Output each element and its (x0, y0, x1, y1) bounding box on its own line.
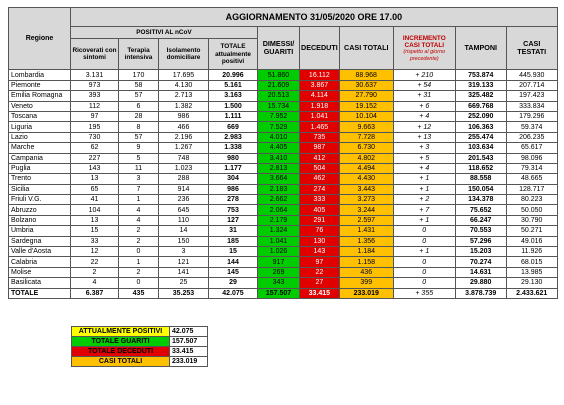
table-row (9, 101, 558, 111)
cell-tamponi: 29.880 (455, 278, 506, 288)
cell-deceduti: 987 (300, 143, 340, 153)
cell-dimessi: 2.662 (258, 195, 300, 205)
cell-dimessi: 51.860 (258, 70, 300, 80)
cell-ricoverati: 33 (71, 236, 119, 246)
cell-tamponi: 103.634 (455, 143, 506, 153)
cell-regione: Basilicata (9, 278, 71, 288)
table-row (9, 174, 558, 184)
cell-tamponi: 255.474 (455, 132, 506, 142)
cell-deceduti: 504 (300, 163, 340, 173)
cell-isolamento: 2.196 (159, 132, 209, 142)
summary-value: 42.075 (170, 327, 208, 337)
cell-isolamento: 110 (159, 215, 209, 225)
cell-dimessi: 2.183 (258, 184, 300, 194)
cell-regione: Emilia Romagna (9, 91, 71, 101)
cell-incremento: + 1 (393, 184, 455, 194)
cell-deceduti: 22 (300, 267, 340, 277)
cell-dimessi: 2.813 (258, 163, 300, 173)
cell-dimessi: 20.513 (258, 91, 300, 101)
cell-regione: Marche (9, 143, 71, 153)
cell-tamponi: 753.874 (455, 70, 506, 80)
cell-incremento: 0 (393, 278, 455, 288)
cell-casi-testati: 333.834 (506, 101, 557, 111)
cell-terapia: 57 (119, 132, 159, 142)
cell-ricoverati: 730 (71, 132, 119, 142)
table-body (9, 70, 558, 299)
cell-totale-positivi: 1.338 (209, 143, 258, 153)
cell-totale-positivi: 145 (209, 267, 258, 277)
cell-casi-testati: 207.714 (506, 80, 557, 90)
cell-ricoverati: 97 (71, 111, 119, 121)
cell-casi-testati: 29.130 (506, 278, 557, 288)
cell-regione: Friuli V.G. (9, 195, 71, 205)
cell-ricoverati: 13 (71, 174, 119, 184)
cell-regione: Umbria (9, 226, 71, 236)
header-ricoverati: Ricoverati con sintomi (71, 39, 119, 70)
cell-totale-positivi: 986 (209, 184, 258, 194)
summary-label: CASI TOTALI (72, 357, 170, 367)
cell-totale-positivi: 5.161 (209, 80, 258, 90)
cell-terapia: 1 (119, 195, 159, 205)
cell-ricoverati: 3.131 (71, 70, 119, 80)
summary-label: ATTUALMENTE POSITIVI (72, 327, 170, 337)
cell-deceduti: 405 (300, 205, 340, 215)
cell-casi-totali: 1.431 (339, 226, 393, 236)
cell-totale-positivi: 3.163 (209, 91, 258, 101)
cell-isolamento: 1.023 (159, 163, 209, 173)
cell-deceduti: 735 (300, 132, 340, 142)
cell-casi-testati: 98.096 (506, 153, 557, 163)
cell-isolamento: 288 (159, 174, 209, 184)
cell-ricoverati: 12 (71, 247, 119, 257)
cell-incremento: + 4 (393, 163, 455, 173)
cell-terapia: 0 (119, 278, 159, 288)
cell-tamponi: 3.878.739 (455, 288, 506, 298)
table-row (9, 236, 558, 246)
cell-casi-testati: 30.790 (506, 215, 557, 225)
cell-deceduti: 412 (300, 153, 340, 163)
summary-row (72, 327, 208, 337)
header-casi-testati: CASI TESTATI (506, 27, 557, 70)
cell-tamponi: 70.553 (455, 226, 506, 236)
table-row (9, 278, 558, 288)
cell-ricoverati: 4 (71, 278, 119, 288)
header-incremento (393, 27, 455, 70)
cell-isolamento: 141 (159, 267, 209, 277)
cell-deceduti: 143 (300, 247, 340, 257)
cell-dimessi: 15.734 (258, 101, 300, 111)
cell-terapia: 435 (119, 288, 159, 298)
table-row (9, 70, 558, 80)
cell-regione: Campania (9, 153, 71, 163)
cell-tamponi: 319.133 (455, 80, 506, 90)
total-row (9, 288, 558, 298)
cell-dimessi: 7.529 (258, 122, 300, 132)
cell-tamponi: 70.274 (455, 257, 506, 267)
cell-ricoverati: 973 (71, 80, 119, 90)
cell-casi-testati: 68.015 (506, 257, 557, 267)
cell-incremento: 0 (393, 236, 455, 246)
table-row (9, 257, 558, 267)
cell-casi-testati: 50.271 (506, 226, 557, 236)
cell-regione: Lazio (9, 132, 71, 142)
table-row (9, 153, 558, 163)
cell-casi-totali: 9.663 (339, 122, 393, 132)
cell-regione: Liguria (9, 122, 71, 132)
cell-totale-positivi: 1.111 (209, 111, 258, 121)
cell-dimessi: 1.026 (258, 247, 300, 257)
cell-deceduti: 1.041 (300, 111, 340, 121)
cell-dimessi: 157.507 (258, 288, 300, 298)
cell-regione: TOTALE (9, 288, 71, 298)
cell-terapia: 4 (119, 205, 159, 215)
cell-casi-totali: 4.430 (339, 174, 393, 184)
cell-terapia: 1 (119, 257, 159, 267)
cell-casi-testati: 128.717 (506, 184, 557, 194)
cell-regione: Bolzano (9, 215, 71, 225)
cell-terapia: 170 (119, 70, 159, 80)
cell-dimessi: 1.324 (258, 226, 300, 236)
table-row (9, 215, 558, 225)
cell-casi-testati: 65.617 (506, 143, 557, 153)
summary-value: 33.415 (170, 347, 208, 357)
summary-value: 233.019 (170, 357, 208, 367)
cell-regione: Trento (9, 174, 71, 184)
cell-incremento: + 4 (393, 111, 455, 121)
cell-tamponi: 252.090 (455, 111, 506, 121)
cell-ricoverati: 104 (71, 205, 119, 215)
cell-ricoverati: 41 (71, 195, 119, 205)
cell-isolamento: 1.267 (159, 143, 209, 153)
cell-incremento: + 210 (393, 70, 455, 80)
cell-deceduti: 1.465 (300, 122, 340, 132)
summary-row (72, 357, 208, 367)
cell-casi-totali: 10.104 (339, 111, 393, 121)
cell-incremento: + 31 (393, 91, 455, 101)
header-deceduti: DECEDUTI (300, 27, 340, 70)
header-regione: Regione (9, 8, 71, 70)
cell-casi-testati: 80.223 (506, 195, 557, 205)
cell-totale-positivi: 278 (209, 195, 258, 205)
cell-ricoverati: 65 (71, 184, 119, 194)
table-row (9, 122, 558, 132)
table-row (9, 91, 558, 101)
table-row (9, 195, 558, 205)
cell-terapia: 2 (119, 267, 159, 277)
header-casi-totali: CASI TOTALI (339, 27, 393, 70)
cell-regione: Valle d'Aosta (9, 247, 71, 257)
cell-isolamento: 3 (159, 247, 209, 257)
cell-casi-totali: 3.273 (339, 195, 393, 205)
cell-deceduti: 291 (300, 215, 340, 225)
cell-incremento: + 6 (393, 101, 455, 111)
cell-casi-totali: 2.597 (339, 215, 393, 225)
cell-regione: Abruzzo (9, 205, 71, 215)
cell-tamponi: 75.652 (455, 205, 506, 215)
cell-tamponi: 57.296 (455, 236, 506, 246)
cell-tamponi: 134.378 (455, 195, 506, 205)
table-row (9, 80, 558, 90)
cell-terapia: 11 (119, 163, 159, 173)
cell-incremento: 0 (393, 226, 455, 236)
cell-incremento: + 12 (393, 122, 455, 132)
covid-data-table (8, 7, 558, 299)
cell-ricoverati: 6.387 (71, 288, 119, 298)
cell-deceduti: 130 (300, 236, 340, 246)
cell-incremento: + 1 (393, 174, 455, 184)
cell-isolamento: 986 (159, 111, 209, 121)
cell-isolamento: 25 (159, 278, 209, 288)
cell-terapia: 7 (119, 184, 159, 194)
cell-terapia: 5 (119, 153, 159, 163)
cell-casi-totali: 30.637 (339, 80, 393, 90)
cell-dimessi: 3.410 (258, 153, 300, 163)
cell-totale-positivi: 20.996 (209, 70, 258, 80)
header-incremento-note: (rispetto al giorno precedente) (403, 49, 446, 62)
cell-totale-positivi: 2.983 (209, 132, 258, 142)
header-isolamento: Isolamento domiciliare (159, 39, 209, 70)
cell-isolamento: 236 (159, 195, 209, 205)
cell-casi-totali: 1.184 (339, 247, 393, 257)
cell-totale-positivi: 1.500 (209, 101, 258, 111)
cell-deceduti: 27 (300, 278, 340, 288)
cell-regione: Molise (9, 267, 71, 277)
summary-label: TOTALE DECEDUTI (72, 347, 170, 357)
cell-casi-totali: 1.356 (339, 236, 393, 246)
cell-ricoverati: 22 (71, 257, 119, 267)
cell-terapia: 8 (119, 122, 159, 132)
cell-terapia: 4 (119, 215, 159, 225)
cell-casi-totali: 19.152 (339, 101, 393, 111)
cell-ricoverati: 15 (71, 226, 119, 236)
header-positivi-group: POSITIVI AL nCoV (71, 27, 258, 39)
cell-incremento: + 1 (393, 247, 455, 257)
cell-terapia: 28 (119, 111, 159, 121)
cell-casi-testati: 13.985 (506, 267, 557, 277)
table-row (9, 111, 558, 121)
cell-ricoverati: 227 (71, 153, 119, 163)
cell-deceduti: 1.918 (300, 101, 340, 111)
cell-terapia: 9 (119, 143, 159, 153)
cell-totale-positivi: 753 (209, 205, 258, 215)
header-tamponi: TAMPONI (455, 27, 506, 70)
cell-casi-testati: 48.665 (506, 174, 557, 184)
cell-tamponi: 201.543 (455, 153, 506, 163)
cell-isolamento: 35.253 (159, 288, 209, 298)
cell-casi-totali: 436 (339, 267, 393, 277)
cell-dimessi: 2.179 (258, 215, 300, 225)
cell-tamponi: 669.768 (455, 101, 506, 111)
cell-dimessi: 7.952 (258, 111, 300, 121)
cell-terapia: 6 (119, 101, 159, 111)
table-row (9, 163, 558, 173)
cell-regione: Sardegna (9, 236, 71, 246)
summary-label: TOTALE GUARITI (72, 337, 170, 347)
cell-tamponi: 325.482 (455, 91, 506, 101)
cell-isolamento: 2.713 (159, 91, 209, 101)
cell-casi-totali: 88.968 (339, 70, 393, 80)
cell-totale-positivi: 1.177 (209, 163, 258, 173)
cell-regione: Veneto (9, 101, 71, 111)
cell-terapia: 57 (119, 91, 159, 101)
cell-tamponi: 118.652 (455, 163, 506, 173)
cell-deceduti: 4.114 (300, 91, 340, 101)
cell-casi-totali: 1.158 (339, 257, 393, 267)
cell-incremento: 0 (393, 257, 455, 267)
cell-ricoverati: 112 (71, 101, 119, 111)
cell-deceduti: 333 (300, 195, 340, 205)
cell-casi-totali: 27.790 (339, 91, 393, 101)
cell-casi-testati: 2.433.621 (506, 288, 557, 298)
cell-casi-testati: 206.235 (506, 132, 557, 142)
summary-table (71, 326, 208, 367)
cell-casi-testati: 11.926 (506, 247, 557, 257)
cell-totale-positivi: 144 (209, 257, 258, 267)
cell-deceduti: 16.112 (300, 70, 340, 80)
header-terapia: Terapia intensiva (119, 39, 159, 70)
cell-tamponi: 66.247 (455, 215, 506, 225)
cell-isolamento: 121 (159, 257, 209, 267)
cell-incremento: + 2 (393, 195, 455, 205)
summary-row (72, 337, 208, 347)
cell-totale-positivi: 980 (209, 153, 258, 163)
cell-casi-totali: 4.802 (339, 153, 393, 163)
cell-ricoverati: 62 (71, 143, 119, 153)
cell-deceduti: 274 (300, 184, 340, 194)
cell-isolamento: 4.130 (159, 80, 209, 90)
cell-terapia: 3 (119, 174, 159, 184)
cell-casi-testati: 197.423 (506, 91, 557, 101)
cell-isolamento: 914 (159, 184, 209, 194)
cell-tamponi: 88.558 (455, 174, 506, 184)
cell-isolamento: 466 (159, 122, 209, 132)
table-row (9, 143, 558, 153)
cell-dimessi: 3.664 (258, 174, 300, 184)
cell-regione: Calabria (9, 257, 71, 267)
cell-totale-positivi: 669 (209, 122, 258, 132)
cell-isolamento: 645 (159, 205, 209, 215)
cell-ricoverati: 13 (71, 215, 119, 225)
cell-isolamento: 150 (159, 236, 209, 246)
cell-dimessi: 269 (258, 267, 300, 277)
cell-tamponi: 14.631 (455, 267, 506, 277)
cell-dimessi: 4.010 (258, 132, 300, 142)
cell-incremento: + 1 (393, 215, 455, 225)
table-row (9, 184, 558, 194)
cell-casi-testati: 59.374 (506, 122, 557, 132)
cell-dimessi: 2.064 (258, 205, 300, 215)
cell-dimessi: 917 (258, 257, 300, 267)
cell-terapia: 2 (119, 226, 159, 236)
cell-terapia: 2 (119, 236, 159, 246)
cell-incremento: + 13 (393, 132, 455, 142)
cell-deceduti: 33.415 (300, 288, 340, 298)
cell-incremento: + 7 (393, 205, 455, 215)
cell-ricoverati: 195 (71, 122, 119, 132)
cell-regione: Sicilia (9, 184, 71, 194)
cell-casi-totali: 3.244 (339, 205, 393, 215)
table-row (9, 267, 558, 277)
cell-casi-totali: 233.019 (339, 288, 393, 298)
cell-totale-positivi: 15 (209, 247, 258, 257)
cell-dimessi: 4.405 (258, 143, 300, 153)
cell-isolamento: 748 (159, 153, 209, 163)
cell-casi-testati: 445.930 (506, 70, 557, 80)
cell-casi-totali: 3.443 (339, 184, 393, 194)
summary-row (72, 347, 208, 357)
cell-isolamento: 14 (159, 226, 209, 236)
table-row (9, 205, 558, 215)
cell-casi-totali: 7.728 (339, 132, 393, 142)
cell-dimessi: 343 (258, 278, 300, 288)
cell-casi-testati: 49.016 (506, 236, 557, 246)
cell-totale-positivi: 29 (209, 278, 258, 288)
cell-deceduti: 76 (300, 226, 340, 236)
page-title: AGGIORNAMENTO 31/05/2020 ORE 17.00 (71, 8, 558, 27)
cell-terapia: 58 (119, 80, 159, 90)
cell-casi-totali: 4.494 (339, 163, 393, 173)
cell-casi-testati: 179.296 (506, 111, 557, 121)
cell-regione: Piemonte (9, 80, 71, 90)
cell-deceduti: 3.867 (300, 80, 340, 90)
cell-incremento: + 3 (393, 143, 455, 153)
cell-isolamento: 1.382 (159, 101, 209, 111)
cell-incremento: + 5 (393, 153, 455, 163)
cell-terapia: 0 (119, 247, 159, 257)
cell-tamponi: 15.203 (455, 247, 506, 257)
header-dimessi: DIMESSI/ GUARITI (258, 27, 300, 70)
table-row (9, 226, 558, 236)
cell-incremento: + 54 (393, 80, 455, 90)
cell-ricoverati: 393 (71, 91, 119, 101)
cell-casi-testati: 50.050 (506, 205, 557, 215)
cell-deceduti: 462 (300, 174, 340, 184)
cell-totale-positivi: 185 (209, 236, 258, 246)
header-totale-positivi: TOTALE attualmente positivi (209, 39, 258, 70)
cell-deceduti: 97 (300, 257, 340, 267)
cell-incremento: 0 (393, 267, 455, 277)
cell-dimessi: 1.041 (258, 236, 300, 246)
cell-regione: Lombardia (9, 70, 71, 80)
cell-totale-positivi: 127 (209, 215, 258, 225)
cell-tamponi: 150.054 (455, 184, 506, 194)
cell-casi-testati: 79.314 (506, 163, 557, 173)
cell-casi-totali: 6.730 (339, 143, 393, 153)
header-incremento-title: INCREMENTO CASI TOTALI (402, 34, 446, 49)
cell-totale-positivi: 42.075 (209, 288, 258, 298)
cell-totale-positivi: 31 (209, 226, 258, 236)
cell-tamponi: 106.363 (455, 122, 506, 132)
cell-regione: Puglia (9, 163, 71, 173)
cell-regione: Toscana (9, 111, 71, 121)
cell-ricoverati: 2 (71, 267, 119, 277)
table-row (9, 247, 558, 257)
table-row (9, 132, 558, 142)
cell-incremento: + 355 (393, 288, 455, 298)
cell-ricoverati: 143 (71, 163, 119, 173)
cell-casi-totali: 399 (339, 278, 393, 288)
summary-value: 157.507 (170, 337, 208, 347)
cell-totale-positivi: 304 (209, 174, 258, 184)
cell-isolamento: 17.695 (159, 70, 209, 80)
cell-dimessi: 21.609 (258, 80, 300, 90)
